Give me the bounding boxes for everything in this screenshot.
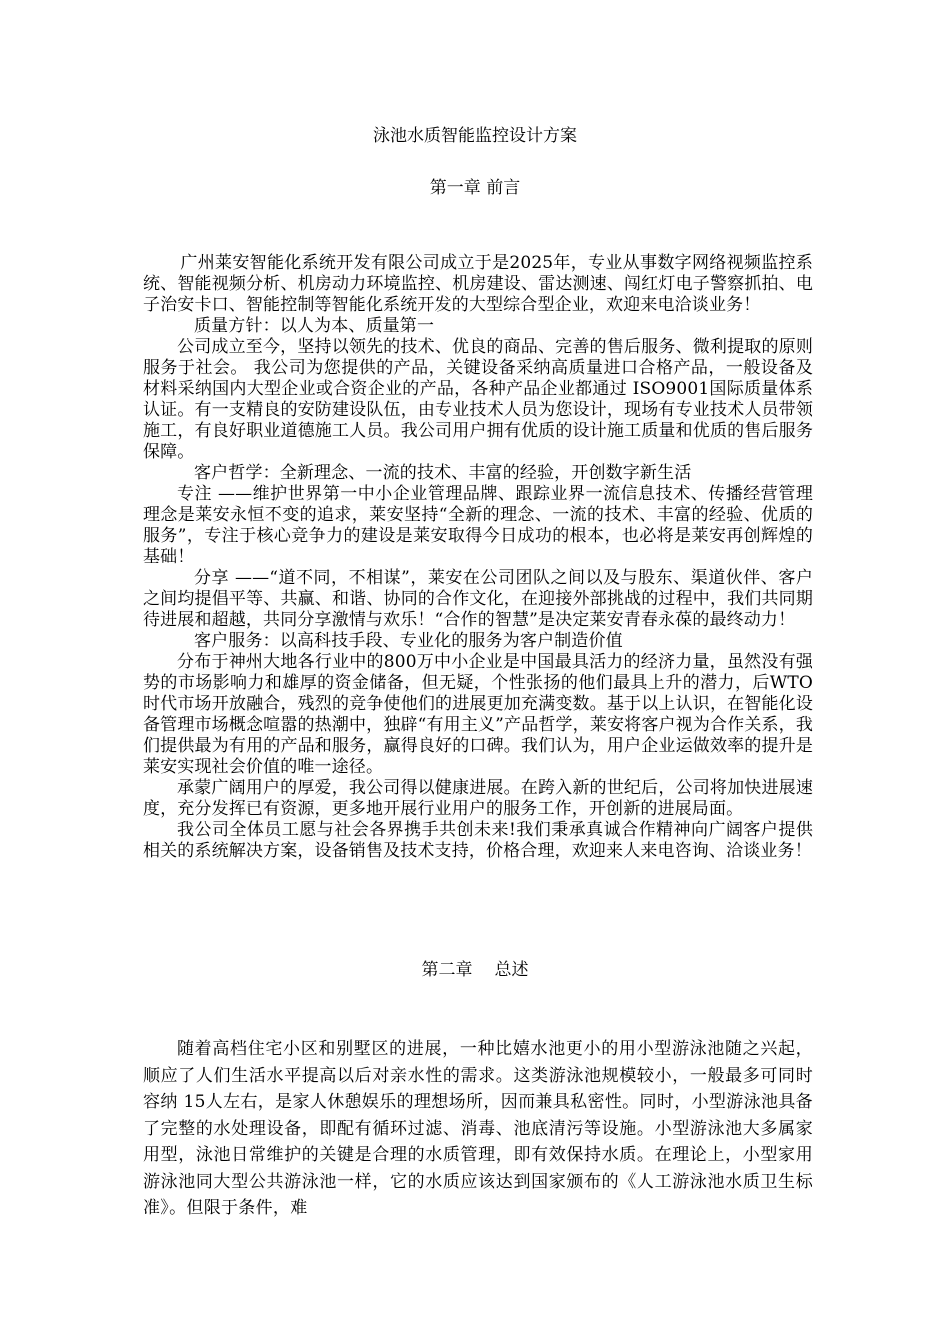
company-intro-paragraph: 广州莱安智能化系统开发有限公司成立于是2025年，专业从事数字网络视频监控系统、智能视频分析、机房动力环境监控、机房建设、雷达测速、闯红灯电子警察抓拍、电子治安卡口、智能控制等智能化系统开发的大型综合型企业，欢迎来电洽谈业务！ bbox=[143, 253, 813, 315]
development-paragraph: 承蒙广阔用户的厚爱，我公司得以健康进展。在跨入新的世纪后，公司将加快进展速度，充分发挥已有资源，更多地开展行业用户的服务工作，开创新的进展局面。 bbox=[143, 778, 813, 819]
sharing-paragraph: 分享 ——“道不同，不相谋”，莱安在公司团队之间以及与股东、渠道伙伴、客户之间均提倡平等、共赢、和谐、协同的合作文化，在迎接外部挑战的过程中，我们共同期待进展和超越，共同分享激情与欢乐！“合作的智慧”是决定莱安青春永葆的最终动力！ bbox=[143, 568, 813, 630]
chapter-1-heading: 第一章 前言 bbox=[429, 178, 521, 198]
focus-paragraph: 专注 ——维护世界第一中小企业管理品牌、跟踪业界一流信息技术、传播经营管理理念是莱安永恒不变的追求，莱安坚持“全新的理念、一流的技术、丰富的经验、优质的服务”，专注于核心竞争力的建设是莱安取得今日成功的根本，也必将是莱安再创辉煌的基础！ bbox=[143, 484, 813, 567]
chapter-2-title: 总述 bbox=[494, 960, 529, 980]
overview-paragraph: 随着高档住宅小区和别墅区的进展，一种比嬉水池更小的用小型游泳池随之兴起，顺应了人们生活水平提高以后对亲水性的需求。这类游泳池规模较小，一般最多可同时容纳 15人左右，是家人休憩娱乐的理想场所，因而兼具私密性。同时，小型游泳池具备了完整的水处理设备，即配有循环过滤、消毒、池底清污等设施。小型游泳池大多属家用型，泳池日常维护的关键是合理的水质管理，即有效保持水质。在理论上，小型家用游泳池同大型公共游泳池一样，它的水质应该达到国家颁布的《人工游泳池水质卫生标准》。但限于条件，难 bbox=[143, 1039, 813, 1218]
chapter-2-number: 第二章 bbox=[421, 960, 473, 980]
closing-paragraph: 我公司全体员工愿与社会各界携手共创未来!我们秉承真诚合作精神向广阔客户提供相关的系统解决方案，设备销售及技术支持，价格合理，欢迎来人来电咨询、洽谈业务！ bbox=[143, 820, 813, 861]
customer-philosophy-line: 客户哲学：全新理念、一流的技术、丰富的经验，开创数字新生活 bbox=[194, 463, 692, 483]
quality-policy-line: 质量方针：以人为本、质量第一 bbox=[194, 316, 435, 336]
chapter-2-body bbox=[143, 1036, 813, 1222]
company-principles-paragraph: 公司成立至今，坚持以领先的技术、优良的商品、完善的售后服务、微利提取的原则服务于社会。 我公司为您提供的产品，关键设备采纳高质量进口合格产品，一般设备及材料采纳国内大型企业或合资企业的产品，各种产品企业都通过 ISO9001国际质量体系认证。有一支精良的安防建设队伍，由专业技术人员为您设计，现场有专业技术人员带领施工，有良好职业道德施工人员。我公司用户拥有优质的设计施工质量和优质的售后服务保障。 bbox=[143, 337, 813, 462]
customer-service-line: 客户服务：以高科技手段、专业化的服务为客户制造价值 bbox=[194, 631, 623, 651]
market-paragraph: 分布于神州大地各行业中的800万中小企业是中国最具活力的经济力量，虽然没有强势的市场影响力和雄厚的资金储备，但无疑，个性张扬的他们最具上升的潜力，后WTO时代市场开放融合，残烈的竞争使他们的进展更加充满变数。基于以上认识，在智能化设备管理市场概念喧嚣的热潮中，独辟“有用主义”产品哲学，莱安将客户视为合作关系，我们提供最为有用的产品和服务，赢得良好的口碑。我们认为，用户企业运做效率的提升是莱安实现社会价值的唯一途径。 bbox=[143, 652, 813, 777]
document-title: 泳池水质智能监控设计方案 bbox=[373, 126, 577, 146]
chapter-1-body bbox=[143, 253, 813, 862]
chapter-2-heading bbox=[0, 960, 950, 980]
